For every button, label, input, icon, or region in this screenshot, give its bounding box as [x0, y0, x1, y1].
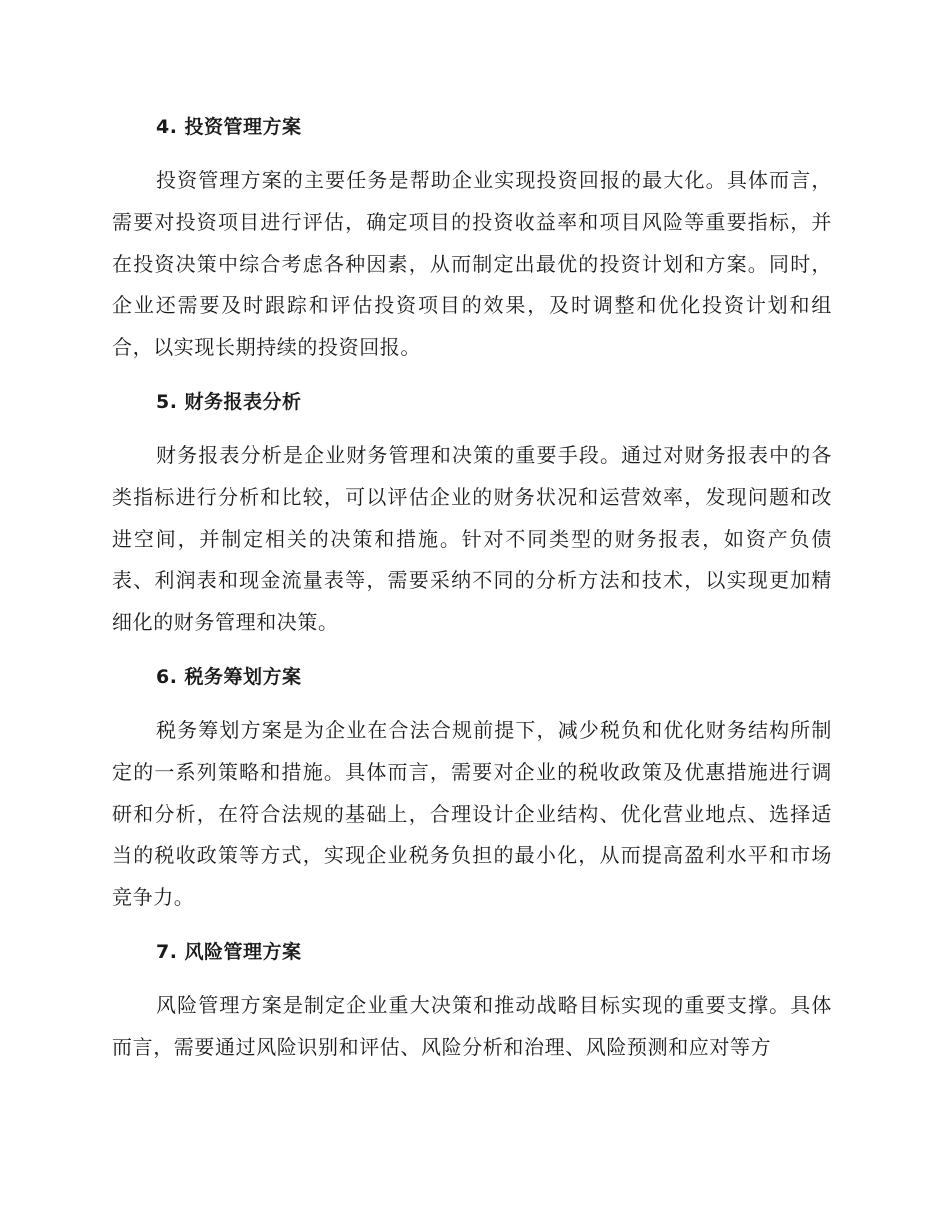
section-paragraph: 财务报表分析是企业财务管理和决策的重要手段。通过对财务报表中的各类指标进行分析和比较，可以评估企业的财务状况和运营效率，发现问题和改进空间，并制定相关的决策和措施。针对不同类型的财务报表，如资产负债表、利润表和现金流量表等，需要采纳不同的分析方法和技术，以实现更加精细化的财务管理和决策。: [112, 442, 832, 635]
section-paragraph: 投资管理方案的主要任务是帮助企业实现投资回报的最大化。具体而言，需要对投资项目进行评估，确定项目的投资收益率和项目风险等重要指标，并在投资决策中综合考虑各种因素，从而制定出最优的投资计划和方案。同时，企业还需要及时跟踪和评估投资项目的效果，及时调整和优化投资计划和组合，以实现长期持续的投资回报。: [112, 168, 832, 360]
section-financial-statement-analysis: [112, 383, 832, 644]
section-tax-planning: [112, 658, 832, 919]
section-paragraph: 风险管理方案是制定企业重大决策和推动战略目标实现的重要支撑。具体而言，需要通过风险识别和评估、风险分析和治理、风险预测和应对等方: [112, 992, 832, 1059]
section-heading: 7. 风险管理方案: [156, 940, 302, 963]
section-heading: 5. 财务报表分析: [156, 390, 302, 413]
section-heading: 6. 税务筹划方案: [156, 665, 302, 688]
section-heading: 4. 投资管理方案: [156, 116, 302, 138]
section-risk-management: [112, 933, 832, 1069]
section-paragraph: 税务筹划方案是为企业在合法合规前提下，减少税负和优化财务结构所制定的一系列策略和措施。具体而言，需要对企业的税收政策及优惠措施进行调研和分析，在符合法规的基础上，合理设计企业结构、优化营业地点、选择适当的税收政策等方式，实现企业税务负担的最小化，从而提高盈利水平和市场竞争力。: [112, 717, 832, 910]
section-investment-management: [112, 108, 832, 369]
document-page: [112, 108, 832, 1083]
